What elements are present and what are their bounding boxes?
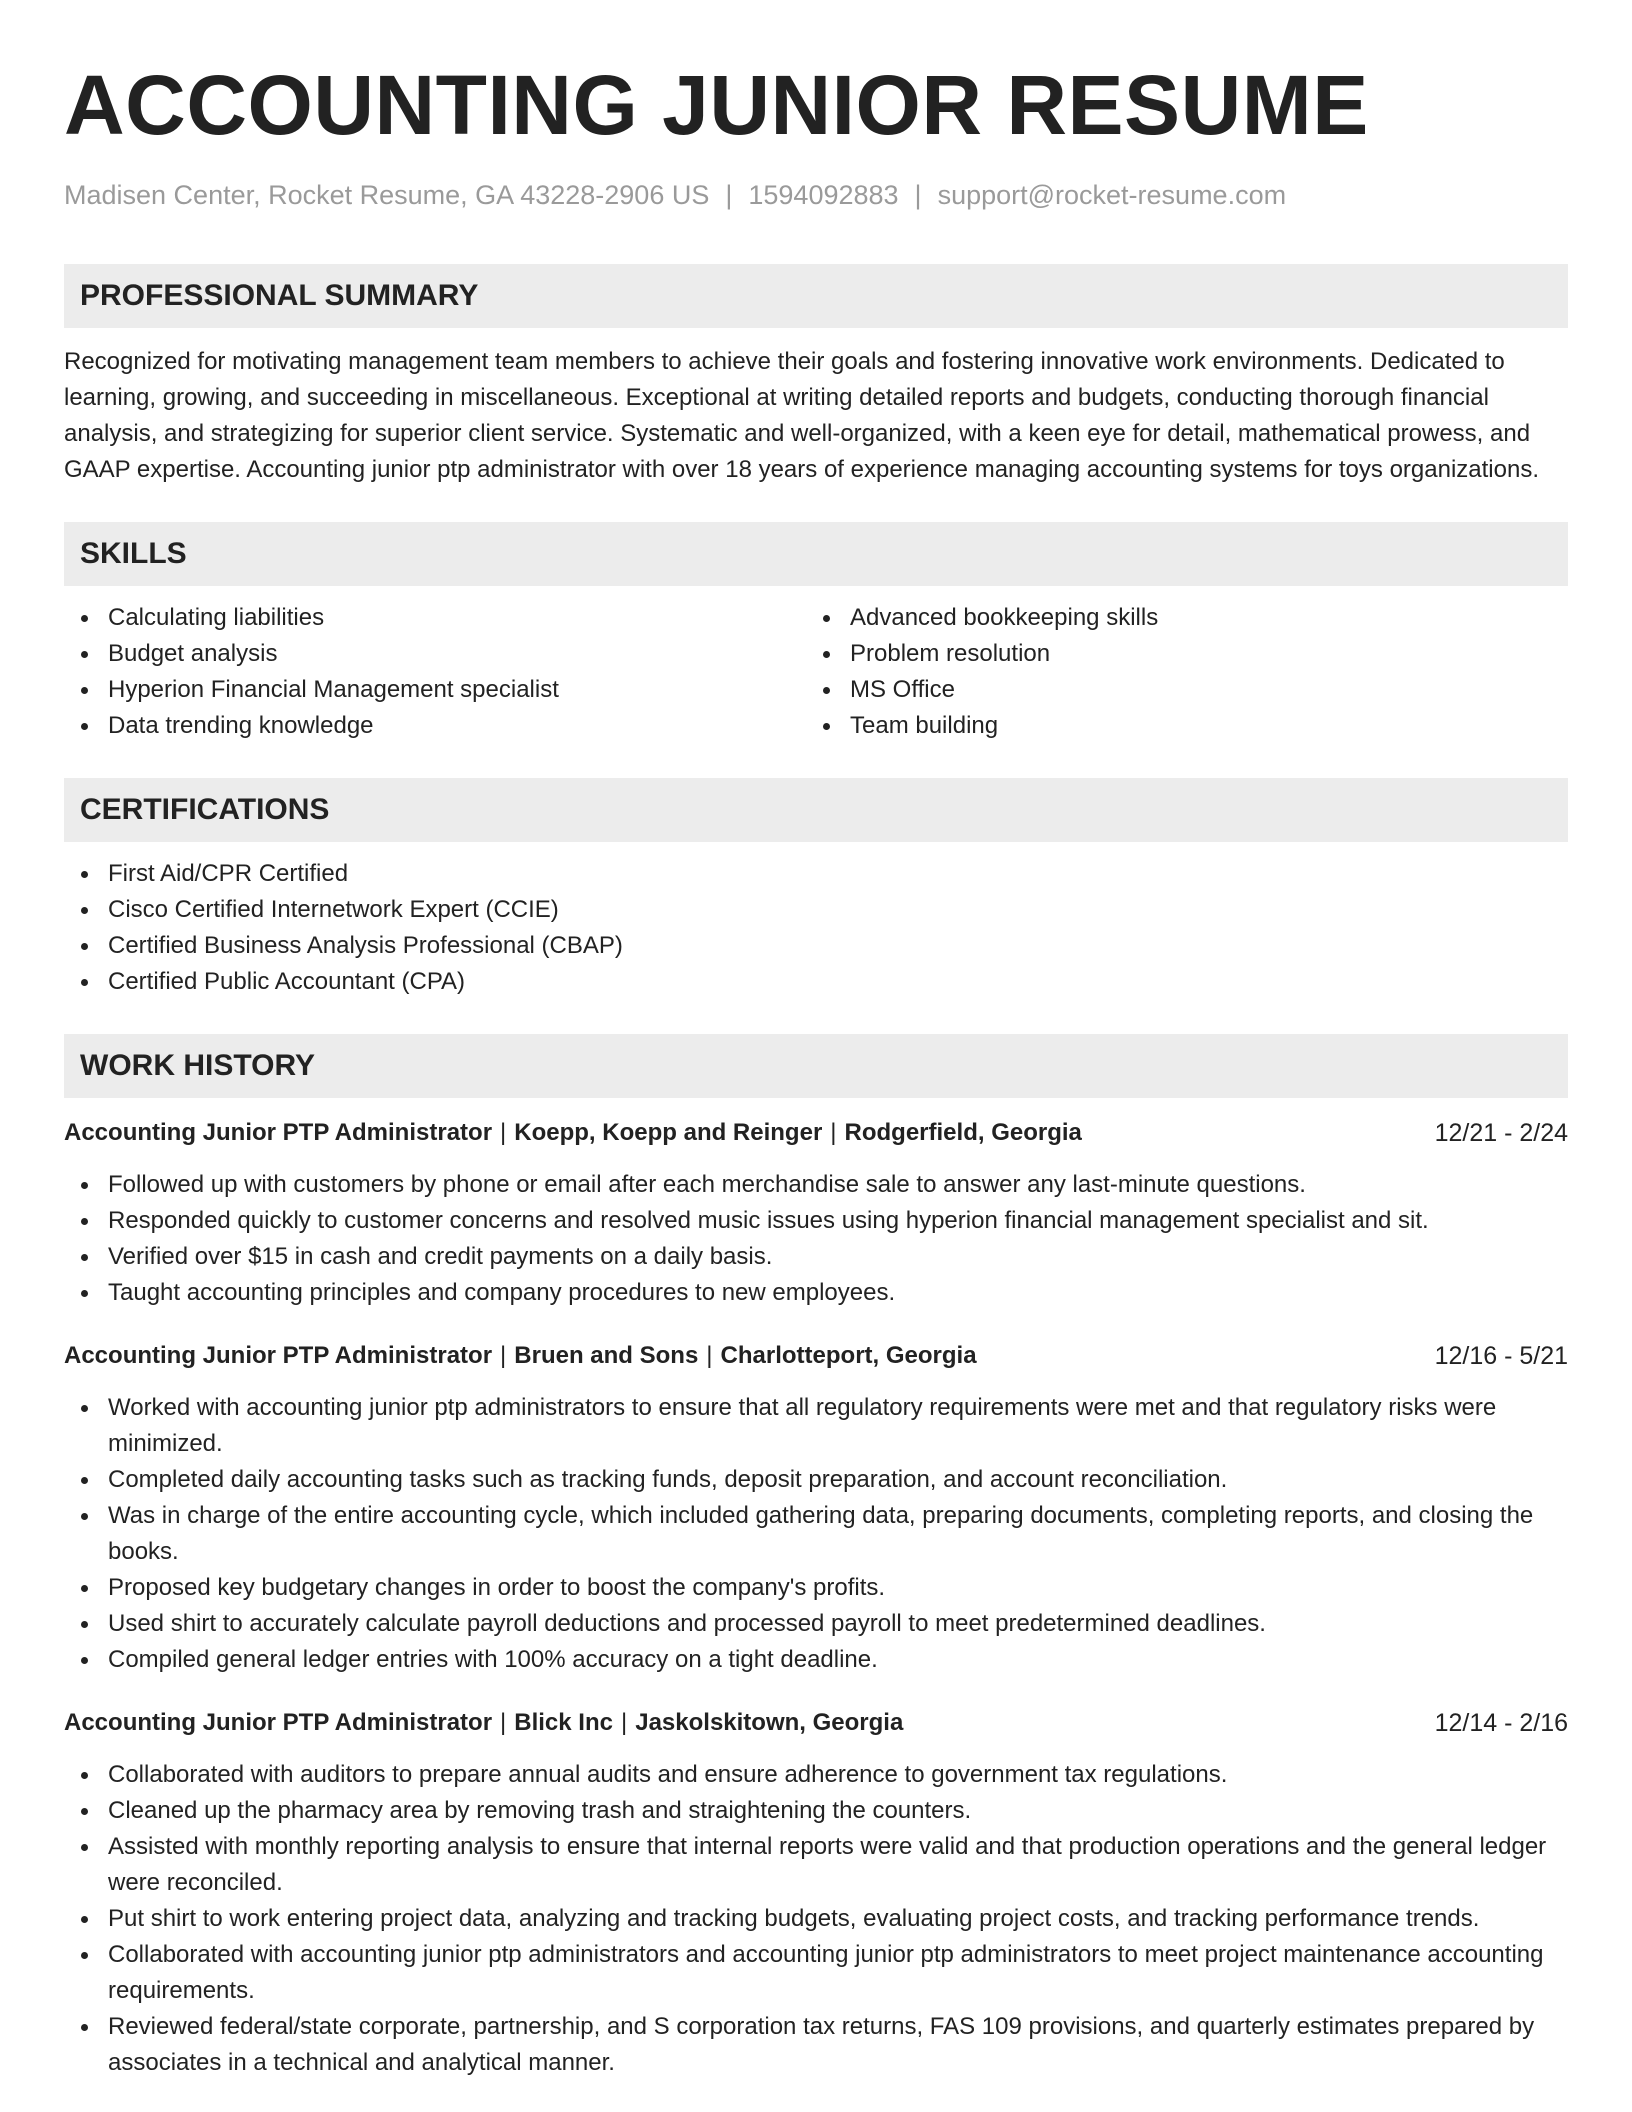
job-entry — [64, 1706, 1568, 2081]
resume-page — [64, 0, 1568, 2081]
skill-item: Hyperion Financial Management specialist — [64, 672, 806, 708]
skill-item: MS Office — [806, 672, 1548, 708]
job-location: Jaskolskitown, Georgia — [635, 1709, 904, 1736]
skill-item: Calculating liabilities — [64, 600, 806, 636]
job-header — [64, 1706, 1568, 1740]
contact-line — [64, 178, 1568, 212]
job-bullets — [64, 1757, 1568, 2081]
job-title-line — [64, 1116, 1082, 1150]
job-separator: | — [500, 1709, 507, 1736]
job-header — [64, 1116, 1568, 1150]
job-separator: | — [830, 1119, 837, 1146]
job-title: Accounting Junior PTP Administrator — [64, 1342, 493, 1369]
job-bullets — [64, 1390, 1568, 1678]
job-location: Charlotteport, Georgia — [720, 1342, 977, 1369]
job-bullet: Responded quickly to customer concerns and resolved music issues using hyperion financial management specialist and sit. — [64, 1203, 1568, 1239]
job-company: Blick Inc — [514, 1709, 613, 1736]
job-bullet: Assisted with monthly reporting analysis to ensure that internal reports were valid and that production operations and the general ledger were reconciled. — [64, 1829, 1568, 1901]
summary-text: Recognized for motivating management team members to achieve their goals and fostering innovative work environments. Dedicated to learning, growing, and succeeding in miscellaneous. Exceptional at writing detailed reports and budgets, conducting thorough financial analysis, and strategizing for superior client service. Systematic and well-organized, with a keen eye for detail, mathematical prowess, and GAAP expertise. Accounting junior ptp administrator with over 18 years of experience managing accounting systems for toys organizations. — [64, 348, 1539, 483]
job-separator: | — [620, 1709, 628, 1736]
job-bullet: Taught accounting principles and company procedures to new employees. — [64, 1275, 1568, 1311]
section-header-certifications: CERTIFICATIONS — [64, 778, 1568, 842]
contact-separator: | — [914, 180, 922, 210]
skill-item: Team building — [806, 708, 1548, 744]
certifications-list — [64, 856, 1568, 1000]
job-company: Koepp, Koepp and Reinger — [514, 1119, 823, 1146]
job-bullet: Used shirt to accurately calculate payroll deductions and processed payroll to meet predetermined deadlines. — [64, 1606, 1568, 1642]
job-dates: 12/16 - 5/21 — [1434, 1342, 1568, 1370]
job-title: Accounting Junior PTP Administrator — [64, 1119, 493, 1146]
skill-item: Problem resolution — [806, 636, 1548, 672]
certification-item: Cisco Certified Internetwork Expert (CCIE) — [64, 892, 1568, 928]
job-dates: 12/14 - 2/16 — [1434, 1709, 1568, 1737]
contact-email: support@rocket-resume.com — [937, 180, 1287, 210]
contact-address: Madisen Center, Rocket Resume, GA 43228-2906 US — [64, 180, 710, 210]
job-bullet: Verified over $15 in cash and credit payments on a daily basis. — [64, 1239, 1568, 1275]
job-bullet: Was in charge of the entire accounting cycle, which included gathering data, preparing documents, completing reports, and closing the books. — [64, 1498, 1568, 1570]
skills-list — [64, 600, 1568, 744]
job-title: Accounting Junior PTP Administrator — [64, 1709, 493, 1736]
job-bullet: Completed daily accounting tasks such as tracking funds, deposit preparation, and account reconciliation. — [64, 1462, 1568, 1498]
job-bullet: Proposed key budgetary changes in order to boost the company's profits. — [64, 1570, 1568, 1606]
skills-column-right — [806, 600, 1548, 744]
certification-item: First Aid/CPR Certified — [64, 856, 1568, 892]
job-bullet: Collaborated with auditors to prepare annual audits and ensure adherence to government tax regulations. — [64, 1757, 1568, 1793]
resume-title: ACCOUNTING JUNIOR RESUME — [64, 58, 1369, 152]
contact-separator: | — [725, 180, 733, 210]
job-bullet: Reviewed federal/state corporate, partnership, and S corporation tax returns, FAS 109 provisions, and quarterly estimates prepared by associates in a technical and analytical manner. — [64, 2009, 1568, 2081]
job-separator: | — [500, 1342, 507, 1369]
job-title-line — [64, 1339, 977, 1373]
job-entry — [64, 1116, 1568, 1311]
job-bullet: Collaborated with accounting junior ptp administrators and accounting junior ptp administrators to meet project maintenance accounting requirements. — [64, 1937, 1568, 2009]
job-location: Rodgerfield, Georgia — [844, 1119, 1082, 1146]
skill-item: Advanced bookkeeping skills — [806, 600, 1548, 636]
job-entry — [64, 1339, 1568, 1678]
section-header-work-history: WORK HISTORY — [64, 1034, 1568, 1098]
job-bullet: Cleaned up the pharmacy area by removing trash and straightening the counters. — [64, 1793, 1568, 1829]
job-bullets — [64, 1167, 1568, 1311]
job-header — [64, 1339, 1568, 1373]
skills-column-left — [64, 600, 806, 744]
job-bullet: Put shirt to work entering project data, analyzing and tracking budgets, evaluating project costs, and tracking performance trends. — [64, 1901, 1568, 1937]
section-header-summary: PROFESSIONAL SUMMARY — [64, 264, 1568, 328]
section-header-skills: SKILLS — [64, 522, 1568, 586]
certification-item: Certified Public Accountant (CPA) — [64, 964, 1568, 1000]
skill-item: Budget analysis — [64, 636, 806, 672]
job-bullet: Compiled general ledger entries with 100% accuracy on a tight deadline. — [64, 1642, 1568, 1678]
job-separator: | — [706, 1342, 713, 1369]
job-separator: | — [500, 1119, 507, 1146]
skill-item: Data trending knowledge — [64, 708, 806, 744]
contact-phone: 1594092883 — [748, 180, 899, 210]
job-title-line — [64, 1706, 903, 1740]
job-bullet: Worked with accounting junior ptp administrators to ensure that all regulatory requirements were met and that regulatory risks were minimized. — [64, 1390, 1568, 1462]
job-bullet: Followed up with customers by phone or email after each merchandise sale to answer any last-minute questions. — [64, 1167, 1568, 1203]
job-dates: 12/21 - 2/24 — [1434, 1119, 1568, 1147]
certification-item: Certified Business Analysis Professional (CBAP) — [64, 928, 1568, 964]
job-company: Bruen and Sons — [514, 1342, 699, 1369]
